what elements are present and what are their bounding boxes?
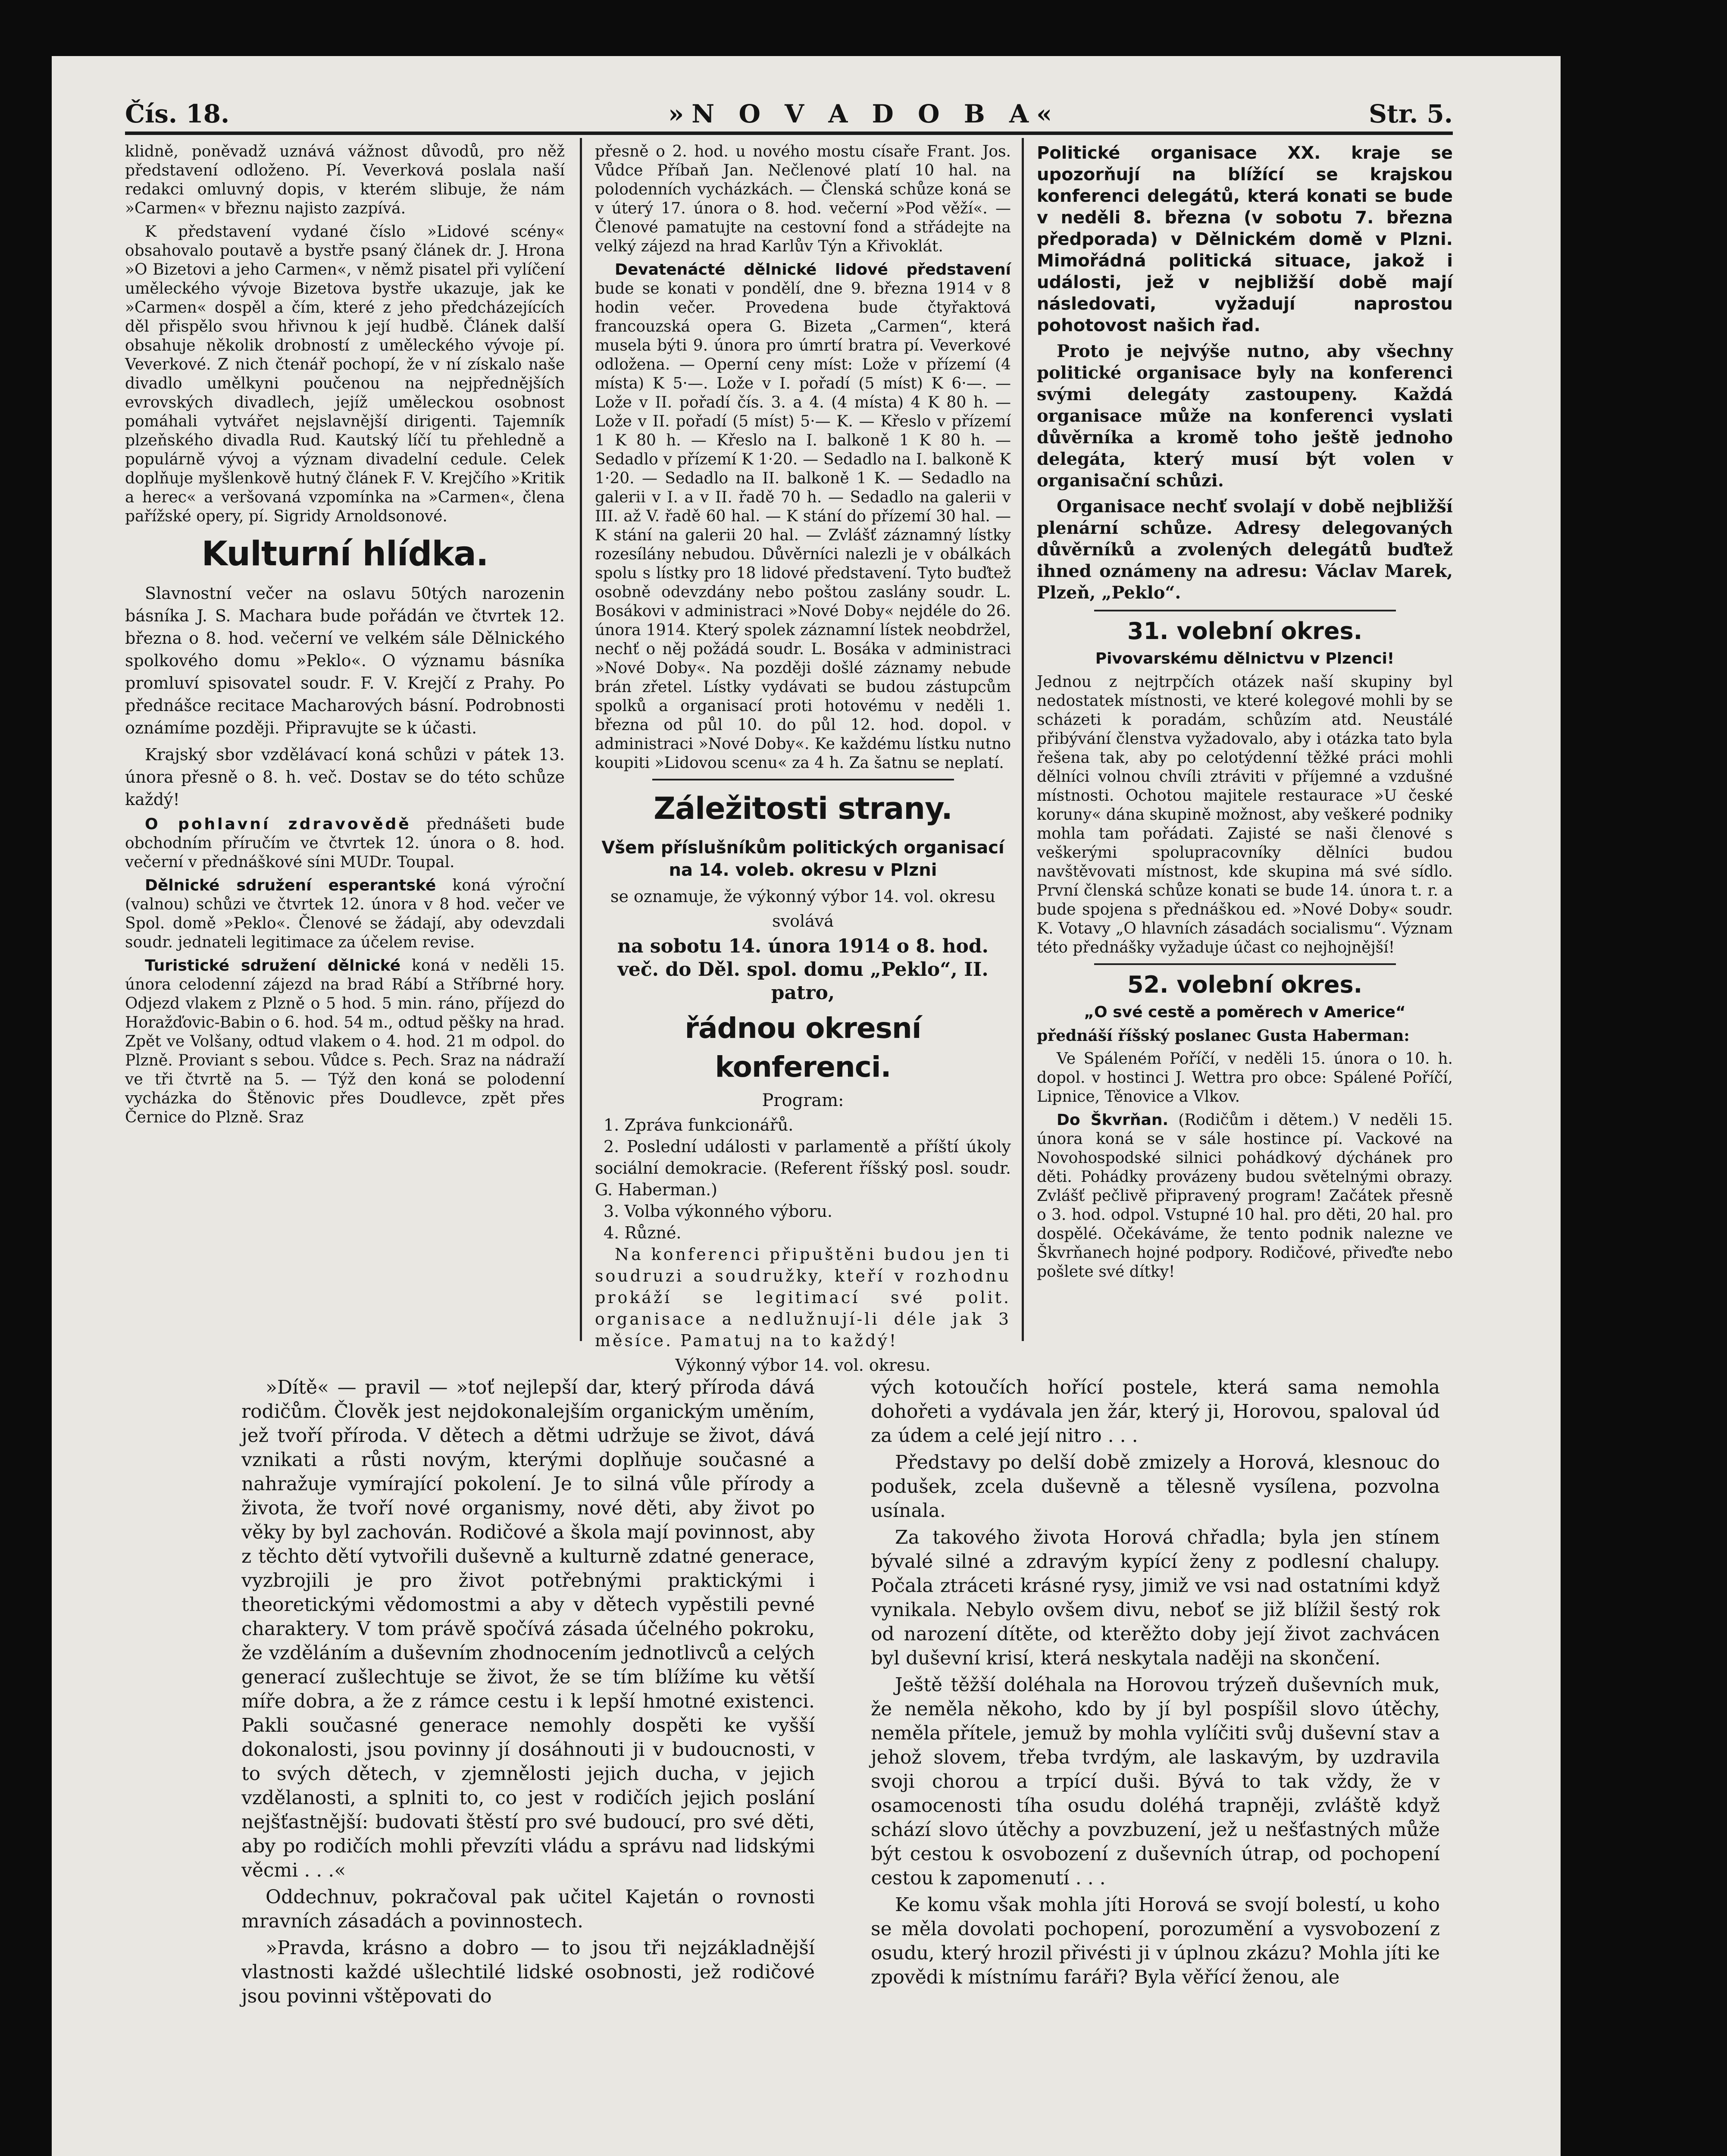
performance-notice (595, 260, 1011, 773)
notice-text: bude se konati v pondělí, dne 9. března 1914 v 8 hodin večer. Provedena bude čtyřaktová francouzská opera G. Bizeta „Carmen“, která musela býti 9. února pro úmrtí bratra pí. Veverkové odložena. — Operní ceny míst: Lože v přízemí (4 místa) K 5·—. Lože v I. pořadí (5 míst) K 6·—. — Lože v II. pořadí čís. 3. a 4. (4 místa) 4 K 80 h. — Lože v II. pořadí (5 míst) 5·— K. — Křeslo v přízemí 1 K 80 h. — Křeslo na I. balkoně 1 K 80 h. — Sedadlo v přízemí K 1·20. — Sedadlo na I. balkoně K 1·20. — Sedadlo na II. balkoně 1 K. — Sedadlo na galerii v I. a v II. řadě 70 h. — Sedadlo na galerii v III. až V. řadě 60 hal. — K stání do přízemí 30 hal. — K stání na galerii 20 hal. — Zvlášť záznamný lístky rozesílány nebudou. Důvěrníci nalezli je v obálkách spolu s lístky pro 18 lidové představení. Tyto buďtež osobně odevzdány nebo poštou zaslány soudr. L. Bosákovi v administraci »Nové Doby« nejdéle do 26. února 1914. Který spolek záznamní lístek neobdržel, nechť o něj požádá soudr. L. Bosáka v administraci »Nové Doby«. Na později došlé záznamy nebude brán zřetel. Lístky vydávati se budou zástupcům spolků a organisací proti hotovému v neděli 1. března od půl 10. do půl 12. hod. dopol. v administraci »Nové Doby«. Ke každému lístku nutno koupiti »Lidovou scenu« za 4 h. Za šatnu se neplatí. (595, 280, 1011, 772)
col1-paragraph: K představení vydané číslo »Lidové scény« obsahovalo poutavě a bystře psaný článek dr. J. Hrona »O Bizetovi a jeho Carmen«, v němž pisatel při vylíčení uměleckého vývoje Bizetova bystře ukazuje, jak ke »Carmen« dospěl a čím, které z jeho předcházejících děl přispělo svou hřivnou k její hudbě. Článek další obsahuje několik drobností z uměleckého vývoje pí. Veverkové. Z nich čtenář pochopí, že v ní získalo naše divadlo umělkyni poučenou na nejpřednějších evrovských divadlech, jejíž uměleckou osobnost pomáhali vytvářet nejslavnější dirigenti. Tajemník plzeňského divadla Rud. Kautský líčí tu přehledně a populárně vývoj a význam divadelní cedule. Celek doplňuje myšlenkově hutný článek F. V. Krejčího »Kritik a herec« a veršovaná vzpomínka na »Carmen«, člena pařížské opery, pí. Sigridy Arnoldsonové. (125, 223, 565, 525)
conference-lead: Všem příslušníkům politických organisací na 14. voleb. okresu v Plzni (601, 838, 1004, 880)
column-3 (1037, 142, 1453, 1286)
notice-text: koná v neděli 15. února celodenní zájezd na brad Rábí a Stříbrné hory. Odjezd vlakem z Plzně o 5 hod. 5 min. ráno, příjezd do Horažďovic-Babin o 6. hod. 54 m., odtud pěšky na hrad. Zpět ve Volšany, odtud vlakem o 4. hod. 21 m odpol. do Plzně. Proviant s sebou. Vůdce s. Pech. Sraz na nádraží ve tři čtvrtě na 5. — Týž den koná se polodenní vycházka do Štěnovic přes Doudlevce, zpět přes Černice do Plzně. Sraz (125, 957, 565, 1126)
conference-note: Na konferenci připuštěni budou jen ti soudruzi a soudružky, kteří v rozhodnu prokáží se legitimací své polit. organisace a nedlužnují-li déle jak 3 měsíce. Pamatuj na to každý! (595, 1245, 1011, 1350)
program-item: 1. Zpráva funkcionářů. (604, 1116, 794, 1134)
novel-paragraph: Představy po delší době zmizely a Horová, klesnouc do podušek, zcela duševně a tělesně vysílena, pozvolna usínala. (871, 1451, 1440, 1522)
page-header (125, 82, 1453, 129)
novel-paragraph: Ještě těžší doléhala na Horovou trýzeň duševních muk, že neměla někoho, kdo by jí byl pospíšil slovo útěchy, neměla přítele, jemuž by mohla vylíčiti svůj duševní stav a jehož slovem, třeba tvrdým, ale laskavým, by uzdravila svoji chorou a trpící duši. Bývá to tak vždy, že v osamocenosti tíha osudu doléhá trapněji, zvláště když schází slovo útěchy a povzbuzení, jež u nešťastných může být cestou k osvobození z duševních útrap, od pochopení cestou k zapomenutí . . . (871, 1674, 1440, 1889)
lecture-text (1037, 1111, 1453, 1282)
novel-paragraph: Za takového života Horová chřadla; byla jen stínem bývalé silné a zdravým kypící ženy z podlesní chalupy. Počala ztráceti krásné rysy, jimiž ve vsi nad ostatními když vynikala. Nebylo ovšem divu, neboť se již blížil šestý rok od narození dítěte, od kterěžto doby její život zachvácen byl duševní krisí, která neskytala naději na skončení. (871, 1526, 1440, 1669)
novel-paragraph: »Pravda, krásno a dobro — to jsou tři nejzákladnější vlastnosti každé ušlechtilé lidské osobnosti, jež rodičové jsou povinni vštěpovati do (241, 1937, 815, 2007)
notice-heading: Turistické sdružení dělnické (145, 957, 401, 975)
regional-notice: Proto je nejvýše nutno, aby všechny politické organisace byly na konferenci svými delegáty zastoupeny. Každá organisace může na konferenci vyslati důvěrníka a kromě toho ještě jednoho delegáta, který musí být volen v organisační schůzi. (1037, 341, 1453, 491)
issue-number: Čís. 18. (125, 99, 230, 128)
conference-text: se oznamuje, že výkonný výbor 14. vol. okresu (610, 887, 996, 906)
notice-text: (Rodičům i dětem.) V neděli 15. února koná se v sále hostince pí. Vackové na Novohospodské silnici pohádkový dýchánek pro děti. Pohádky provázeny budou světelnými obrazy. Zvlášť pečlivě připravený program! Začátek přesně o 3. hod. odpol. Vstupné 10 hal. pro děti, 20 hal. pro dospělé. Očekáváme, že tento podnik nalezne ve Škvrňanech hojné podpory. Rodičové, přiveďte nebo pošlete své dítky! (1037, 1111, 1453, 1281)
header-rule (125, 132, 1453, 135)
lecture-lead: přednáší říšský poslanec Gusta Haberman: (1037, 1027, 1410, 1045)
district-52-title: 52. volební okres. (1127, 971, 1363, 998)
section-title-kulturni-hlidka: Kulturní hlídka. (201, 535, 488, 573)
conference-signature: Výkonný výbor 14. vol. okresu. (675, 1356, 931, 1375)
column-1 (125, 142, 565, 1131)
program-heading: Program: (762, 1091, 844, 1110)
section-rule (652, 779, 954, 780)
newspaper-page (52, 56, 1561, 2156)
col2-paragraph: přesně o 2. hod. u nového mostu císaře Frant. Jos. Vůdce Příbaň Jan. Nečlenové platí 10 hal. na polodenních vycházkách. — Členská schůze koná se v úterý 17. února o 8. hod. večerní »Pod věží«. — Členové pamatujte na cestovní fond a střádejte na velký zájezd na hrad Karlův Týn a Křivoklát. (595, 143, 1011, 255)
col1-paragraph: klidně, poněvadž uznává vážnost důvodů, pro něž představení odloženo. Pí. Veverková poslala naší redakci omluvný dopis, v kterém slibuje, že nám »Carmen« v březnu najisto zazpívá. (125, 143, 565, 217)
culture-notice: Krajský sbor vzdělávací koná schůzi v pátek 13. února přesně o 8. h. več. Dostav se do této schůze každý! (125, 745, 565, 809)
lecture-title: „O své cestě a poměrech v Americe“ (1084, 1003, 1406, 1021)
regional-notice: Organisace nechť svolají v době nejbližší plenární schůze. Adresy delegovaných důvěrníků a zvolených delegátů buďtež ihned oznámeny na adresu: Václav Marek, Plzeň, „Peklo“. (1037, 496, 1453, 603)
regional-notice (1037, 142, 1453, 336)
novel-paragraph: »Dítě« — pravil — »toť nejlepší dar, který příroda dává rodičům. Člověk jest nejdokonalejším organickým uměním, jež tvoří příroda. V dětech a dětmi udržuje se život, dává vznikati a růsti novým, kterými doplňuje současné a nahražuje vymírající pokolení. Je to silná vůle přírody a života, že tvoří nové organismy, nové děti, aby život po věky by byl zachován. Rodičové a škola mají povinnost, aby z těchto dětí vytvořili duševně a kulturně zdatné generace, vyzbrojili je pro život potřebnými praktickými i theoretickými vědomostmi a aby v dětech vypěstili pevné charaktery. V tom právě spočívá zásada účelného pokroku, že vzděláním a duševním zhodnocením jednotlivců a celých generací zušlechtuje se život, že se tím blížíme ku větší míře dobra, a že z rámce cestu i k lepší hmotné existenci. Pakli současné generace nemohly dospěti ke vyšší dokonalosti, jsou povinny jí dosáhnouti ji v budoucnosti, v to svých dětech, v zjemnělosti jejich ducha, v jejich vzdělanosti, a splniti to, co jest v rodičích jejich poslání nejšťastnější: budovati štěstí pro své budoucí, pro své děti, aby po rodičích mohli převzíti vládu a správu nad lidskými věcmi . . .« (241, 1376, 815, 1881)
notice-text: koná výroční (valnou) schůzi ve čtvrtek 12. února v 8 hod. večer ve Spol. domě »Peklo«. Členové se žádají, aby odevzdali soudr. jednateli legitimace za účelem revise. (125, 877, 565, 951)
novel-paragraph: Ke komu však mohla jíti Horová se svojí bolestí, u koho se měla dovolati pochopení, porozumění a vysvobození z osudu, který hrozil přivésti ji v úplnou zkázu? Mohla jíti ke zpovědi k místnímu faráři? Byla věřící ženou, ale (871, 1894, 1440, 1988)
section-rule (1094, 963, 1396, 965)
novel-paragraph: Oddechnuv, pokračoval pak učitel Kajetán o rovnosti mravních zásadách a povinnostech. (241, 1886, 815, 1932)
section-rule (1094, 610, 1396, 611)
program-item: 3. Volba výkonného výboru. (604, 1202, 832, 1221)
culture-notice: Slavnostní večer na oslavu 50tých narozenin básníka J. S. Machara bude pořádán ve čtvrtek 12. března o 8. hod. večerní ve velkém sále Dělnického spolkového domu »Peklo«. O významu básníka promluví spisovatel soudr. F. V. Krejčí z Prahy. Po přednášce recitace Macharových básní. Podrobnosti oznámíme později. Připravujte se k účasti. (125, 584, 565, 737)
novel-left-column (241, 1376, 815, 2011)
notice-heading: Devatenácté dělnické lidové představení (615, 261, 1011, 279)
program-item: 4. Různé. (604, 1223, 682, 1242)
conference-date: na sobotu 14. února 1914 o 8. hod. več. do Děl. spol. domu „Peklo“, II. patro, (617, 935, 989, 1004)
column-divider-1 (580, 138, 582, 1341)
newspaper-title: »N O V A D O B A« (668, 99, 1060, 128)
notice-heading: Do Škvrňan. (1057, 1111, 1169, 1129)
culture-notice (125, 815, 565, 872)
column-divider-2 (1022, 138, 1024, 1341)
district-31-title: 31. volební okres. (1127, 617, 1363, 645)
novel-right-column (871, 1376, 1440, 1992)
program-list (595, 1114, 1011, 1244)
conference-text: svolává (772, 912, 834, 931)
notice-heading: Politické organisace XX. kraje (1037, 143, 1401, 163)
section-title-zalezitosti-strany: Záležitosti strany. (654, 791, 952, 826)
lecture-text: Ve Spáleném Poříčí, v neděli 15. února o 10. h. dopol. v hostinci J. Wettra pro obce: Spálené Poříčí, Lipnice, Těnovice a Vlkov. (1037, 1050, 1453, 1106)
novel-paragraph: vých kotoučích hořící postele, která sama nemohla dohořeti a vydávala jen žár, který ji, Horovou, spaloval úd za údem a celé její nitro . . . (871, 1376, 1440, 1447)
column-2 (595, 142, 1011, 1379)
culture-notice (125, 956, 565, 1127)
page-number: Str. 5. (1369, 99, 1453, 128)
notice-text: přednášeti bude obchodním příručím ve čtvrtek 12. února o 8. hod. večerní v přednáškové síni MUDr. Toupal. (125, 815, 565, 871)
notice-heading: O pohlavní zdravovědě (145, 815, 411, 833)
notice-text: se upozorňují na blížící se krajskou konferenci delegátů, která konati se bude v neděli 8. března (v sobotu 7. března předporada) v Dělnickém domě v Plzni. Mimořádná politická situace, jakož i události, jež v nejbližší době mají následovati, vyžadují naprostou pohotovost našich řad. (1037, 143, 1453, 335)
program-item: 2. Poslední události v parlamentě a příští úkoly sociální demokracie. (Referent říšský posl. soudr. G. Haberman.) (595, 1137, 1011, 1199)
conference-title: řádnou okresní konferenci. (685, 1012, 921, 1084)
culture-notice (125, 876, 565, 952)
notice-heading: Pivovarskému dělnictvu v Plzenci! (1095, 650, 1395, 667)
district-31-text: Jednou z nejtrpčích otázek naší skupiny byl nedostatek místnosti, ve které kolegové mohli by se scházeti k poradám, schůzím atd. Neustálé přibývání členstva vyžadovalo, aby i otázka tato byla řešena tak, aby po celotýdenní těžké práci mohli dělníci volnou chvíli ztráviti v příjemné a vzdušné místnosti. Ochotou majitele restaurace »U české koruny« dána skupině možnost, aby veškeré podniky mohla tam pořádati. Zajisté se naši členové s veškerými spolupracovníky dělníci budou navštěvovati místnost, kde skupina má své sídlo. První členská schůze konati se bude 14. února t. r. a bude spojena s přednáškou ed. »Nové Doby« soudr. K. Votavy „O hlavních zásadách socialismu“. Význam této přednášky vyžaduje účast co nejhojnější! (1037, 673, 1453, 956)
notice-heading: Dělnické sdružení esperantské (145, 877, 436, 894)
